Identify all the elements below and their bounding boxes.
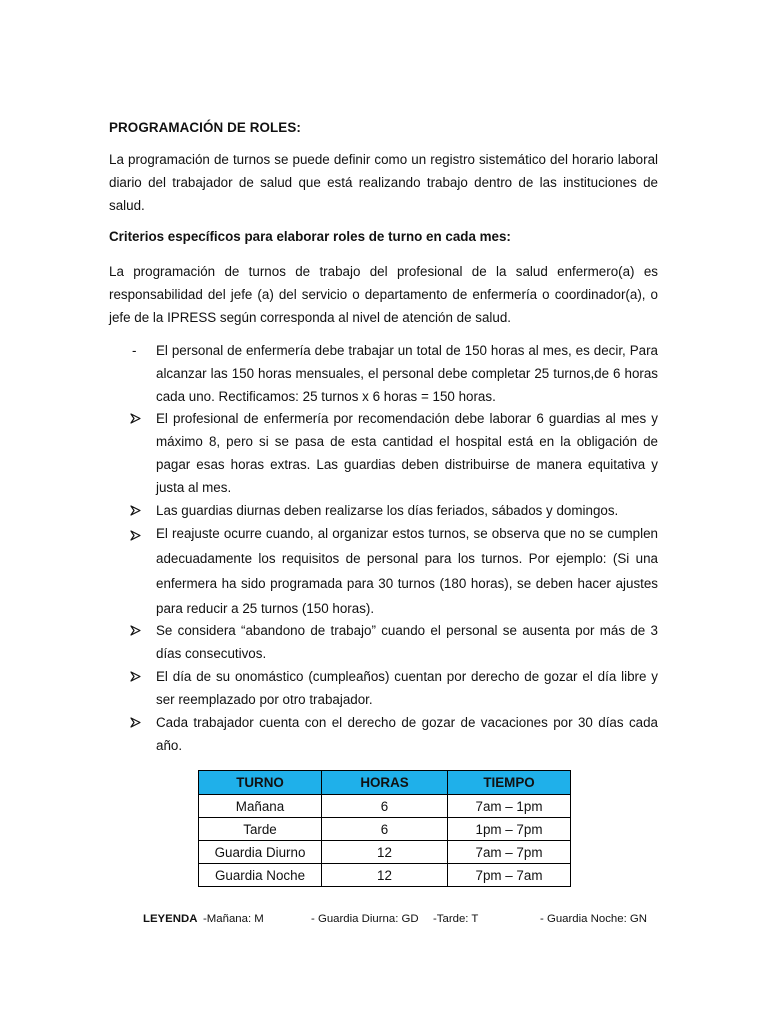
cell-tiempo: 7am – 1pm	[448, 795, 571, 818]
table-row	[199, 818, 571, 841]
table-row	[199, 841, 571, 864]
cell-horas: 12	[322, 864, 448, 887]
list-item: El profesional de enfermería por recomendación debe laborar 6 guardias al mes y máximo 8, pero si se pasa de esta cantidad el hospital está en la obligación de pagar esas horas extras. Las guardias deben distribuirse de manera equitativa y justa al mes.	[156, 411, 658, 495]
arrow-bullet-icon	[130, 665, 141, 682]
criteria-paragraph: La programación de turnos de trabajo del profesional de la salud enfermero(a) es responsabilidad del jefe (a) del servicio o departamento de enfermería o coordinador(a), o jefe de la IPRESS según corresponda al nivel de atención de salud.	[109, 264, 658, 325]
dash-bullet: -	[132, 343, 137, 358]
list-item: Las guardias diurnas deben realizarse los días feriados, sábados y domingos.	[156, 503, 619, 518]
arrow-bullet-icon	[130, 524, 141, 541]
cell-horas: 12	[322, 841, 448, 864]
cell-horas: 6	[322, 818, 448, 841]
arrow-bullet-icon	[130, 711, 141, 728]
list-item: Cada trabajador cuenta con el derecho de gozar de vacaciones por 30 días cada año.	[156, 715, 658, 753]
header-horas: HORAS	[322, 771, 448, 795]
list-item: El personal de enfermería debe trabajar un total de 150 horas al mes, es decir, Para alcanzar las 150 horas mensuales, el personal debe completar 25 turnos,de 6 horas cada uno. Rectificamos: 25 turnos x 6 horas = 150 horas.	[156, 343, 658, 404]
cell-turno: Guardia Diurno	[199, 841, 322, 864]
intro-paragraph: La programación de turnos se puede definir como un registro sistemático del horario laboral diario del trabajador de salud que está realizando trabajo dentro de las instituciones de salud.	[109, 152, 658, 213]
table-header-row	[199, 771, 571, 795]
list-item: Se considera “abandono de trabajo” cuando el personal se ausenta por más de 3 días consecutivos.	[156, 623, 658, 661]
arrow-bullet-icon	[130, 407, 141, 424]
legend-entry: - Guardia Diurna: GD	[311, 913, 419, 925]
legend-entry: -Tarde: T	[433, 913, 479, 925]
arrow-bullet-icon	[130, 499, 141, 516]
table-row	[199, 795, 571, 818]
list-item: El reajuste ocurre cuando, al organizar estos turnos, se observa que no se cumplen adecuadamente los requisitos de personal para los turnos. Por ejemplo: (Si una enfermera ha sido programada para 30 turnos (180 horas), se deben hacer ajustes para reducir a 25 turnos (150 horas).	[156, 526, 658, 616]
header-tiempo: TIEMPO	[448, 771, 571, 795]
arrow-bullet-icon	[130, 619, 141, 636]
list-item: El día de su onomástico (cumpleaños) cuentan por derecho de gozar el día libre y ser reemplazado por otro trabajador.	[156, 669, 658, 707]
cell-tiempo: 1pm – 7pm	[448, 818, 571, 841]
criteria-heading: Criterios específicos para elaborar roles de turno en cada mes:	[109, 229, 511, 244]
cell-tiempo: 7pm – 7am	[448, 864, 571, 887]
cell-horas: 6	[322, 795, 448, 818]
cell-tiempo: 7am – 7pm	[448, 841, 571, 864]
cell-turno: Mañana	[199, 795, 322, 818]
legend-label: LEYENDA	[143, 913, 198, 925]
legend-entry: - Guardia Noche: GN	[540, 913, 647, 925]
section-title: PROGRAMACIÓN DE ROLES:	[109, 120, 301, 135]
table-row	[199, 864, 571, 887]
header-turno: TURNO	[199, 771, 322, 795]
cell-turno: Tarde	[199, 818, 322, 841]
cell-turno: Guardia Noche	[199, 864, 322, 887]
legend-entry: -Mañana: M	[203, 913, 264, 925]
shift-table	[198, 770, 571, 887]
